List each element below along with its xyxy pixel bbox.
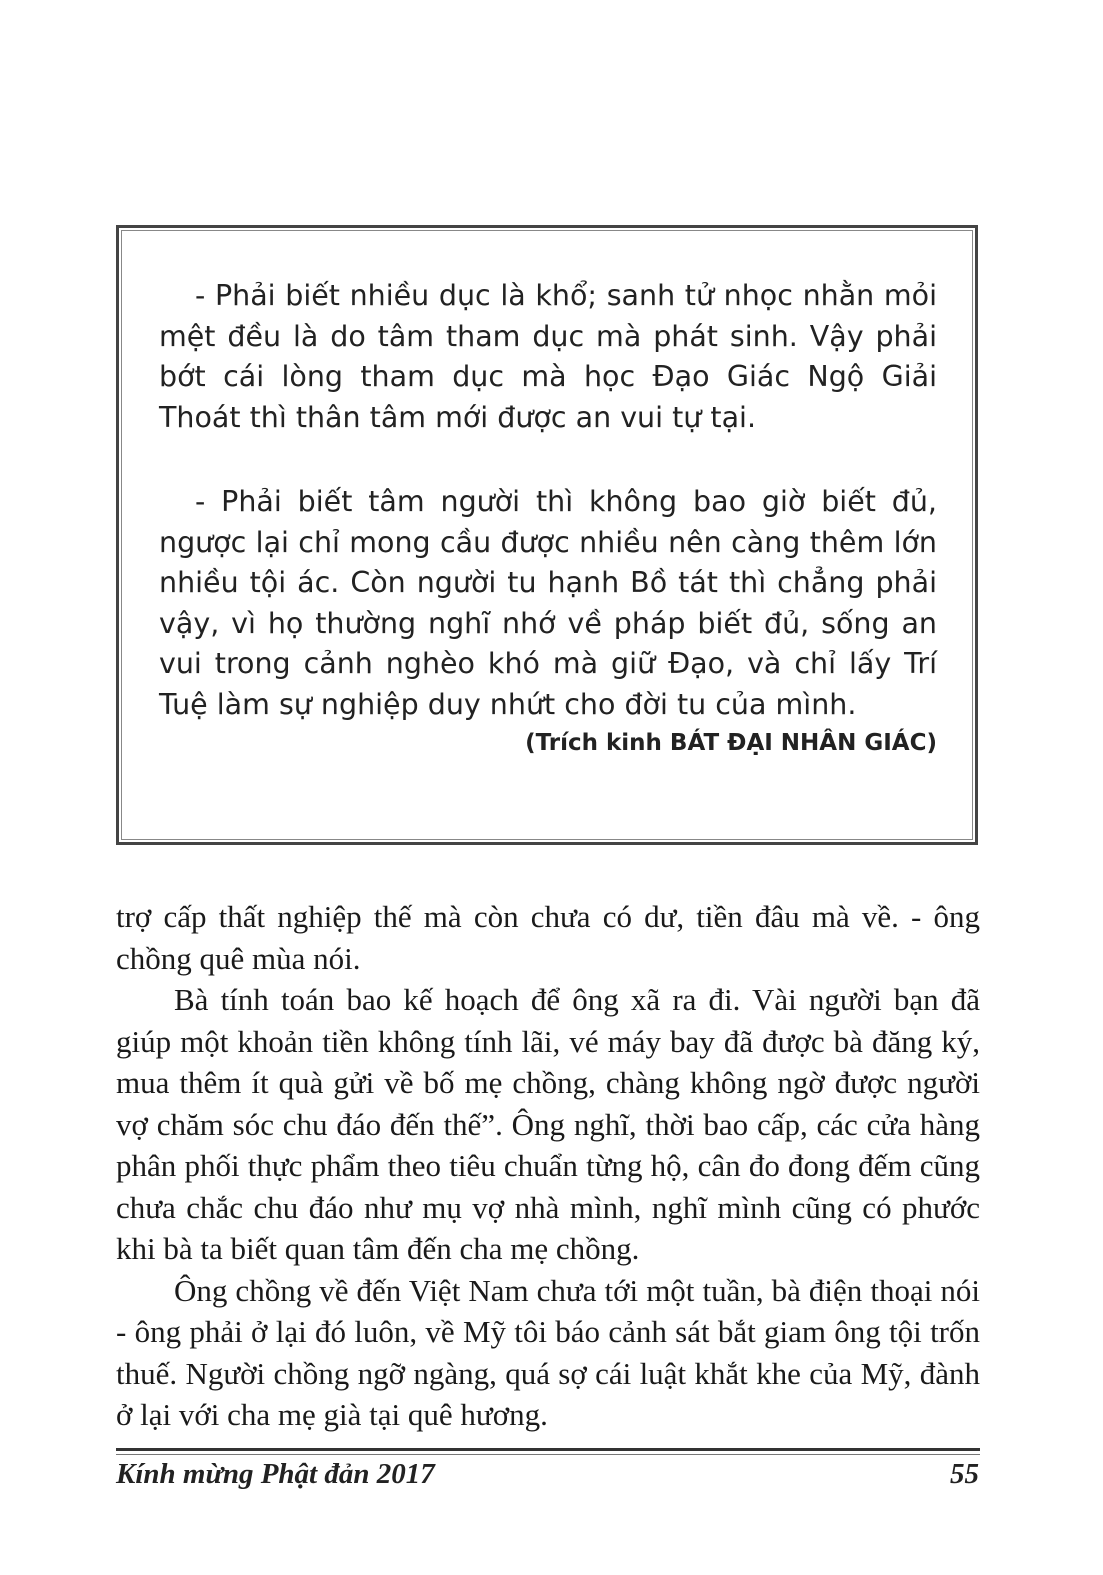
body-paragraph-1: trợ cấp thất nghiệp thế mà còn chưa có dư, tiền đâu mà về. - ông chồng quê mùa nói.	[116, 899, 980, 976]
quote-paragraph-2: - Phải biết tâm người thì không bao giờ biết đủ, ngược lại chỉ mong cầu được nhiều nên càng thêm lớn nhiều tội ác. Còn người tu hạnh Bồ tát thì chẳng phải vậy, vì họ thường nghĩ nhớ về pháp biết đủ, sống an vui trong cảnh nghèo khó mà giữ Đạo, và chỉ lấy Trí Tuệ làm sự nghiệp duy nhứt cho đời tu của mình.	[159, 485, 937, 721]
body-text	[116, 896, 980, 1436]
footer-publication: Kính mừng Phật đản 2017	[116, 1458, 435, 1490]
body-paragraph-3: Ông chồng về đến Việt Nam chưa tới một tuần, bà điện thoại nói - ông phải ở lại đó luôn, về Mỹ tôi báo cảnh sát bắt giam ông tội trốn thuế. Người chồng ngỡ ngàng, quá sợ cái luật khắt khe của Mỹ, đành ở lại với cha mẹ già tại quê hương.	[116, 1272, 980, 1432]
quote-box	[116, 225, 978, 845]
footer-divider	[116, 1448, 980, 1451]
quote-paragraph-1: - Phải biết nhiều dục là khổ; sanh tử nhọc nhằn mỏi mệt đều là do tâm tham dục mà phát sinh. Vậy phải bớt cái lòng tham dục mà học Đạo Giác Ngộ Giải Thoát thì thân tâm mới được an vui tự tại.	[159, 279, 937, 434]
quote-source: (Trích kinh BÁT ĐẠI NHÂN GIÁC)	[525, 730, 937, 756]
page-number: 55	[950, 1458, 979, 1490]
body-paragraph-2: Bà tính toán bao kế hoạch để ông xã ra đi. Vài người bạn đã giúp một khoản tiền không tính lãi, vé máy bay đã được bà đăng ký, mua thêm ít quà gửi về bố mẹ chồng, chàng không ngờ được người vợ chăm sóc chu đáo đến thế”. Ông nghĩ, thời bao cấp, các cửa hàng phân phối thực phẩm theo tiêu chuẩn từng hộ, cân đo đong đếm cũng chưa chắc chu đáo như mụ vợ nhà mình, nghĩ mình cũng có phước khi bà ta biết quan tâm đến cha mẹ chồng.	[116, 982, 980, 1266]
